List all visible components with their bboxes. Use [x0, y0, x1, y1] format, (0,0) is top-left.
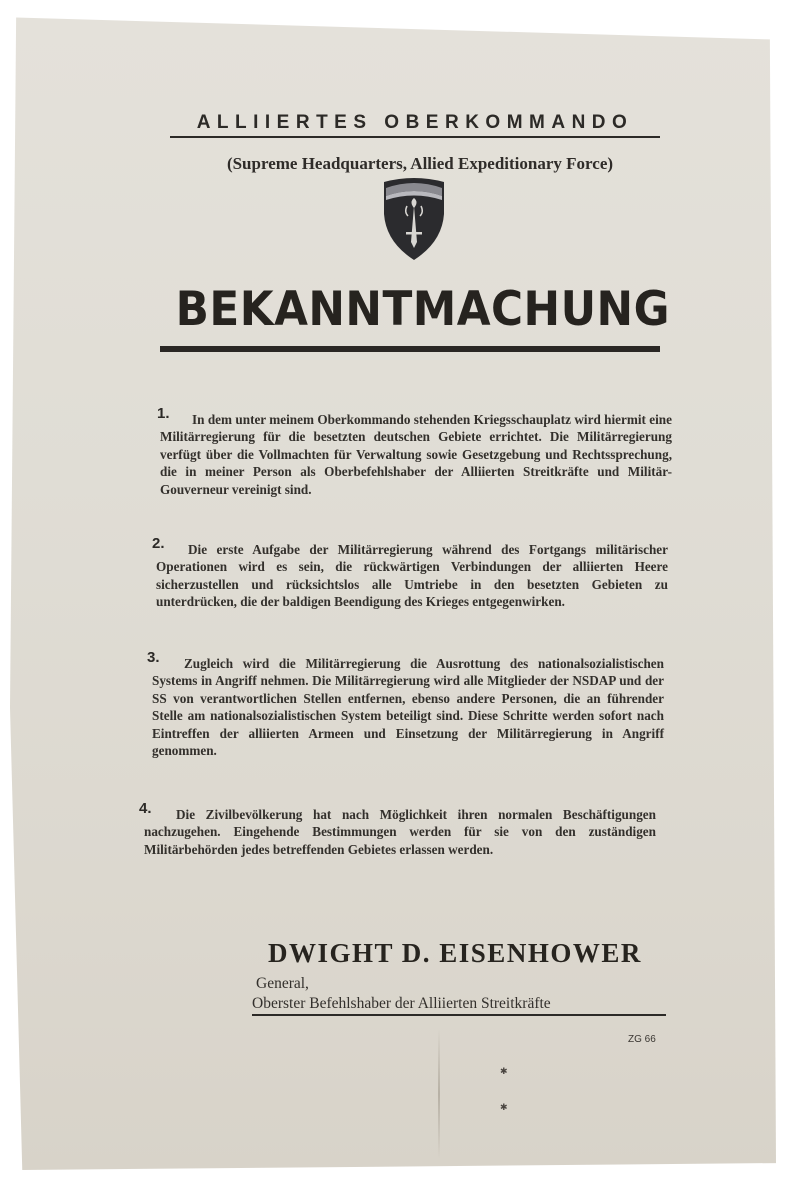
headline-underline [160, 346, 660, 352]
headquarters-title: ALLIIERTES OBERKOMMANDO [170, 112, 660, 138]
section-text: Die erste Aufgabe der Militärregierung während des Fortgangs militärischer Operationen wird es sein, die rückwärtigen Verbindungen der alliierten Heere sicherzustellen und rücksichtslos alle Umtriebe in den besetzten Gebieten zu unterdrücken, die der baldigen Beendigung des Krieges entgegenwirken. [156, 542, 668, 610]
header [170, 112, 660, 138]
signatory-rank: General, [256, 975, 309, 992]
section-number: 2. [152, 535, 165, 552]
document-code: ZG 66 [628, 1034, 656, 1045]
section-3 [147, 649, 664, 759]
section-text: In dem unter meinem Oberkommando stehenden Kriegsschauplatz wird hiermit eine Militärregierung für die besetzten deutschen Gebiete errichtet. Die Militärregierung verfügt über die Vollmachten für Verwaltung sowie Gesetzgebung und Rechtssprechung, die in meiner Person als Oberbefehlshaber der Alliierten Streitkräfte und Militär-Gouverneur vereinigt sind. [160, 412, 672, 497]
signatory-title: Oberster Befehlshaber der Alliierten Streitkräfte [252, 995, 666, 1016]
section-number: 1. [157, 405, 170, 422]
section-2 [152, 535, 668, 611]
section-text: Zugleich wird die Militärregierung die Ausrottung des nationalsozialistischen Systems in Angriff nehmen. Die Militärregierung wird alle Mitglieder der NSDAP und der SS von verantwortlichen Stellen entfernen, ebenso andere Personen, die an führender Stelle am nationalsozialistischen System beteiligt sind. Diese Schritte werden sofort nach Eintreffen der alliierten Armeen und Einsetzung der Militärregierung in Angriff genommen. [152, 656, 664, 759]
paper-speck: ✱ [500, 1066, 508, 1076]
headquarters-subtitle: (Supreme Headquarters, Allied Expeditionary Force) [226, 154, 614, 173]
section-number: 3. [147, 649, 160, 666]
section-text: Die Zivilbevölkerung hat nach Möglichkeit ihren normalen Beschäftigungen nachzugehen. Eingehende Bestimmungen werden für sie von den zuständigen Militärbehörden jedes betreffenden Gebietes erlassen werden. [144, 807, 656, 857]
section-number: 4. [139, 800, 152, 817]
section-1 [157, 405, 672, 498]
section-4 [139, 800, 656, 858]
signatory-name: DWIGHT D. EISENHOWER [268, 938, 642, 968]
paper-speck: ✱ [500, 1102, 508, 1112]
proclamation-headline: BEKANNTMACHUNG [175, 282, 670, 337]
shaef-insignia-icon [380, 176, 448, 262]
